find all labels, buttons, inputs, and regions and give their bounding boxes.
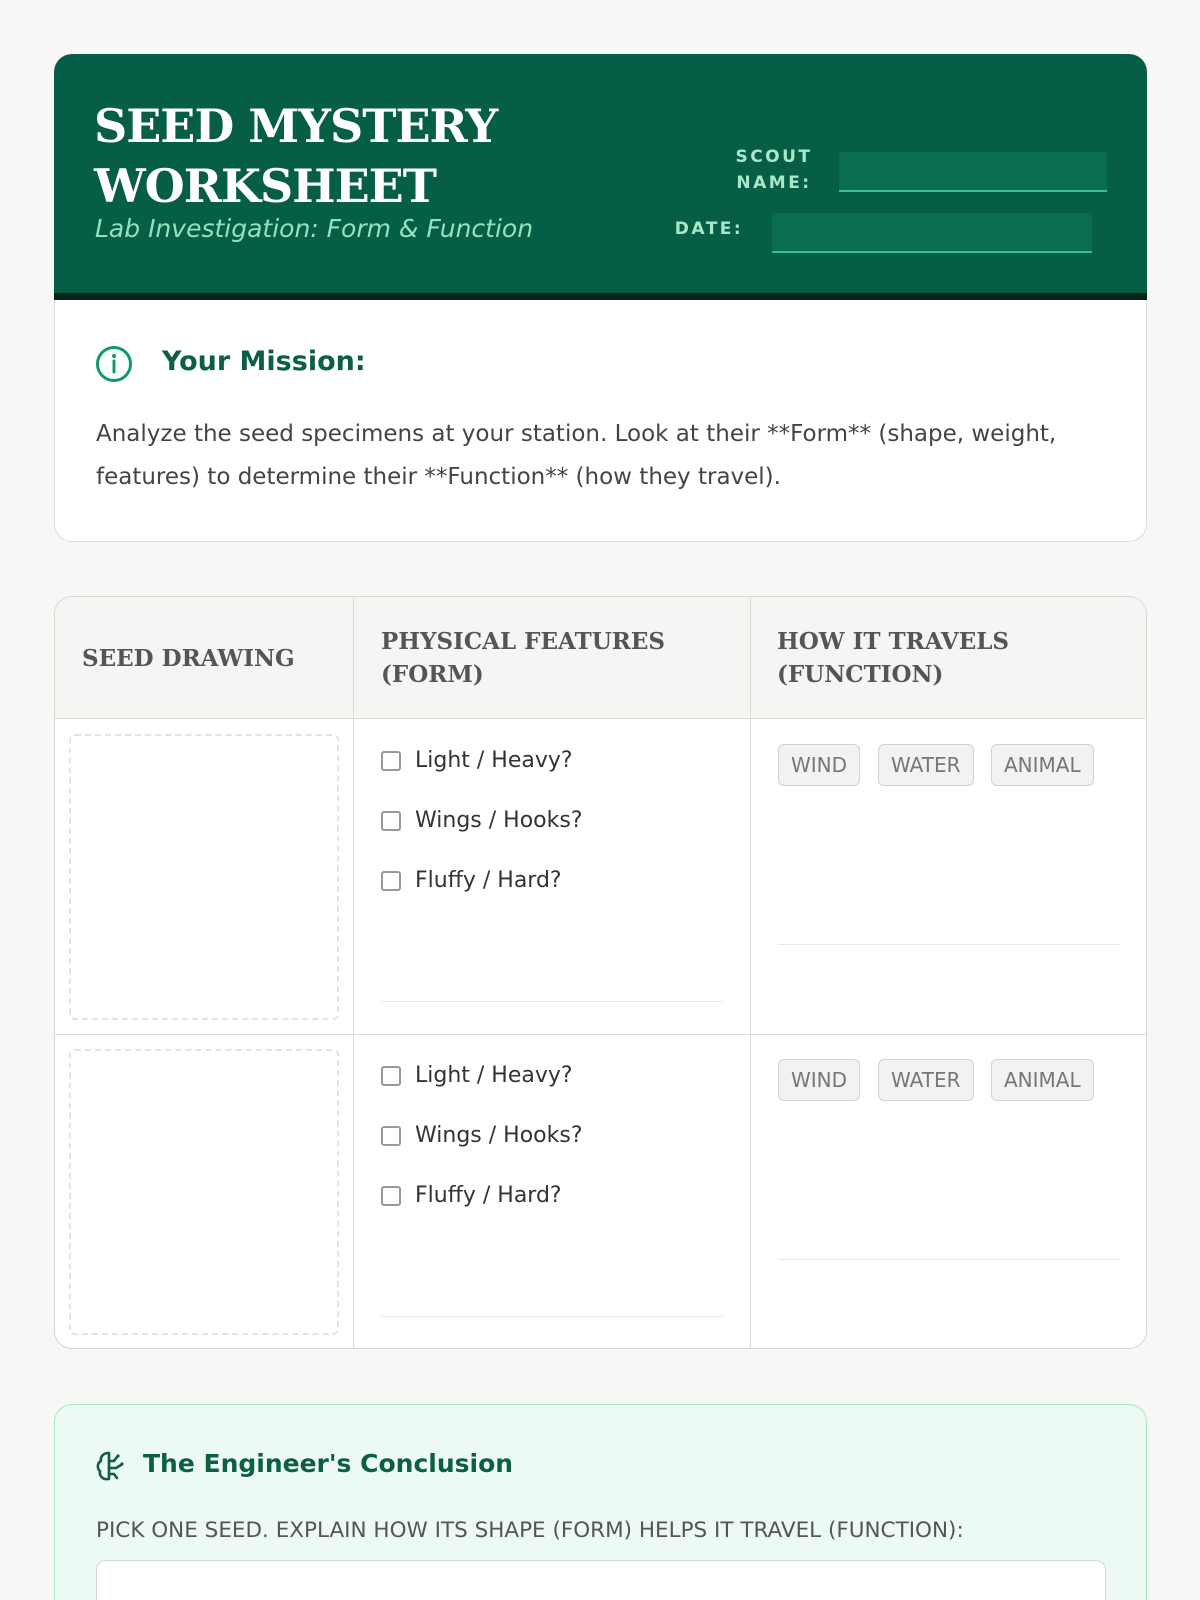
feature-wings-hooks[interactable] xyxy=(381,808,583,833)
travel-notes-line[interactable] xyxy=(778,1259,1120,1260)
conclusion-prompt: PICK ONE SEED. EXPLAIN HOW ITS SHAPE (FORM) HELPS IT TRAVEL (FUNCTION): xyxy=(96,1518,964,1543)
feature-label: Wings / Hooks? xyxy=(415,808,583,833)
mission-title: Your Mission: xyxy=(162,346,366,377)
table-row xyxy=(55,719,1146,1034)
checkbox[interactable] xyxy=(381,751,401,771)
feature-wings-hooks[interactable] xyxy=(381,1123,583,1148)
checkbox[interactable] xyxy=(381,1126,401,1146)
page-subtitle: Lab Investigation: Form & Function xyxy=(95,214,534,243)
checkbox[interactable] xyxy=(381,1066,401,1086)
feature-label: Fluffy / Hard? xyxy=(415,868,562,893)
column-header-how-it-travels: HOW IT TRAVELS (FUNCTION) xyxy=(777,628,1010,688)
feature-label: Wings / Hooks? xyxy=(415,1123,583,1148)
scout-name-label: SCOUT NAME: xyxy=(735,147,813,193)
brain-icon xyxy=(95,1449,129,1483)
mission-card xyxy=(54,300,1147,542)
feature-fluffy-hard[interactable] xyxy=(381,1183,562,1208)
page-title: SEED MYSTERY WORKSHEET xyxy=(94,99,498,213)
travel-notes-line[interactable] xyxy=(778,944,1120,945)
conclusion-title: The Engineer's Conclusion xyxy=(143,1449,514,1478)
column-header-seed-drawing: SEED DRAWING xyxy=(82,644,295,672)
travel-option-water[interactable]: WATER xyxy=(878,744,974,786)
conclusion-answer-field[interactable] xyxy=(96,1560,1106,1600)
travel-option-wind[interactable]: WIND xyxy=(778,1059,860,1101)
checkbox[interactable] xyxy=(381,1186,401,1206)
table-row xyxy=(55,1034,1146,1349)
feature-light-heavy[interactable] xyxy=(381,1063,573,1088)
seed-table xyxy=(54,596,1147,1349)
features-notes-line[interactable] xyxy=(381,1316,723,1317)
table-header xyxy=(55,597,1146,719)
travel-option-animal[interactable]: ANIMAL xyxy=(991,1059,1094,1101)
feature-fluffy-hard[interactable] xyxy=(381,868,562,893)
worksheet-header xyxy=(54,54,1147,300)
travel-option-wind[interactable]: WIND xyxy=(778,744,860,786)
checkbox[interactable] xyxy=(381,811,401,831)
date-label: DATE: xyxy=(674,219,744,239)
conclusion-card xyxy=(54,1404,1147,1600)
mission-text: Analyze the seed specimens at your station. Look at their **Form** (shape, weight, features) to determine their **Function** (how they travel). xyxy=(96,421,1057,490)
travel-option-animal[interactable]: ANIMAL xyxy=(991,744,1094,786)
feature-label: Fluffy / Hard? xyxy=(415,1183,562,1208)
checkbox[interactable] xyxy=(381,871,401,891)
seed-drawing-box[interactable] xyxy=(69,1049,339,1335)
features-notes-line[interactable] xyxy=(381,1001,723,1002)
feature-label: Light / Heavy? xyxy=(415,748,573,773)
scout-name-field[interactable] xyxy=(839,152,1107,192)
column-header-physical-features: PHYSICAL FEATURES (FORM) xyxy=(381,628,666,688)
info-icon xyxy=(95,345,133,383)
date-field[interactable] xyxy=(772,213,1092,253)
feature-label: Light / Heavy? xyxy=(415,1063,573,1088)
feature-light-heavy[interactable] xyxy=(381,748,573,773)
travel-option-water[interactable]: WATER xyxy=(878,1059,974,1101)
seed-drawing-box[interactable] xyxy=(69,734,339,1020)
